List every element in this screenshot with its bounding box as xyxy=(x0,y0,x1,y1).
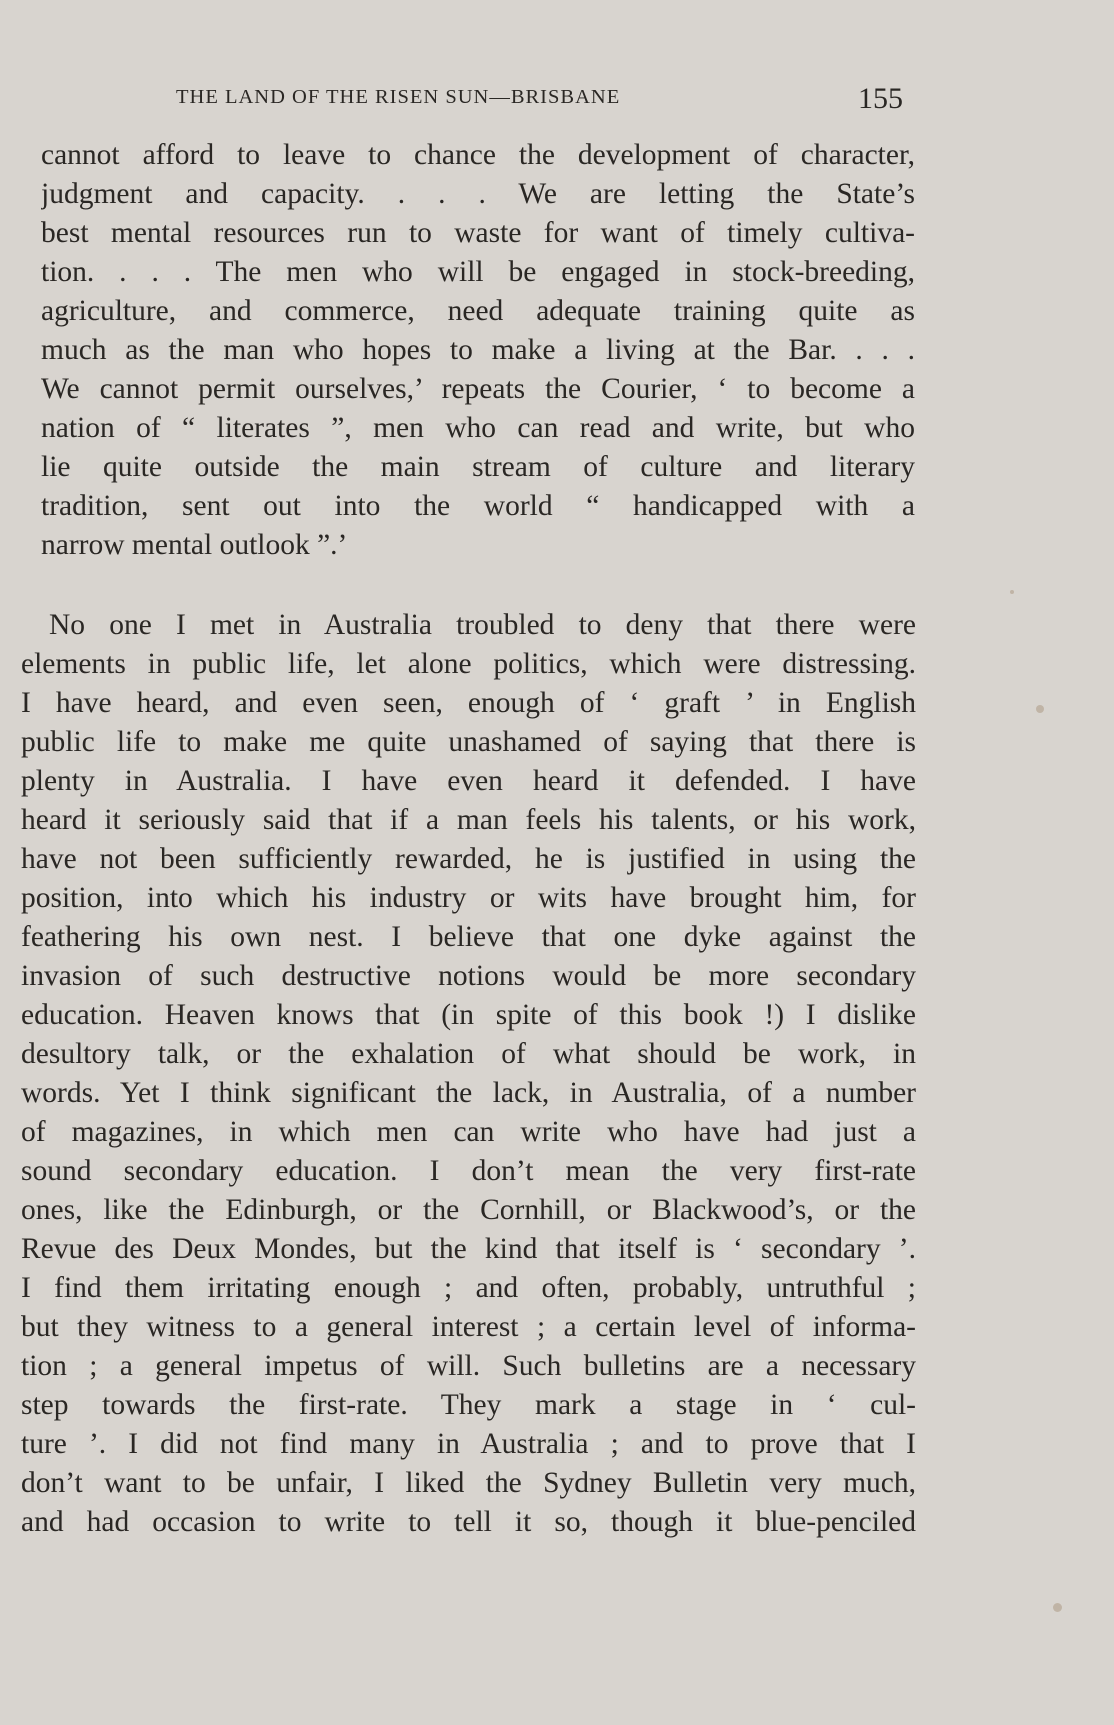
text-line: elements in public life, let alone politics, which were distressing. xyxy=(21,648,916,680)
text-line: lie quite outside the main stream of culture and literary xyxy=(41,451,915,483)
running-title: THE LAND OF THE RISEN SUN—BRISBANE xyxy=(176,86,621,108)
page-number: 155 xyxy=(858,82,903,115)
text-line: best mental resources run to waste for want of timely cultiva- xyxy=(41,217,915,249)
text-line: have not been sufficiently rewarded, he is justified in using the xyxy=(21,843,916,875)
text-line: tion ; a general impetus of will. Such bulletins are a necessary xyxy=(21,1350,916,1382)
text-line: but they witness to a general interest ; a certain level of informa- xyxy=(21,1311,916,1343)
text-line: position, into which his industry or wits have brought him, for xyxy=(21,882,916,914)
paper-spot xyxy=(1010,590,1014,594)
text-line: public life to make me quite unashamed of saying that there is xyxy=(21,726,916,758)
quoted-passage xyxy=(41,136,915,565)
text-line: We cannot permit ourselves,’ repeats the Courier, ‘ to become a xyxy=(41,373,915,405)
text-line: plenty in Australia. I have even heard it defended. I have xyxy=(21,765,916,797)
text-line: sound secondary education. I don’t mean the very first-rate xyxy=(21,1155,916,1187)
text-line: nation of “ literates ”, men who can read and write, but who xyxy=(41,412,915,444)
text-line: Revue des Deux Mondes, but the kind that itself is ‘ secondary ’. xyxy=(21,1233,916,1265)
text-line: step towards the first-rate. They mark a stage in ‘ cul- xyxy=(21,1389,916,1421)
text-line: No one I met in Australia troubled to deny that there were xyxy=(49,609,916,641)
text-line: much as the man who hopes to make a living at the Bar. . . . xyxy=(41,334,915,366)
text-line: education. Heaven knows that (in spite of this book !) I dislike xyxy=(21,999,916,1031)
text-line: I have heard, and even seen, enough of ‘ graft ’ in English xyxy=(21,687,916,719)
paper-spot xyxy=(1053,1603,1062,1612)
text-line: tradition, sent out into the world “ handicapped with a xyxy=(41,490,915,522)
text-line: judgment and capacity. . . . We are letting the State’s xyxy=(41,178,915,210)
body-paragraph xyxy=(21,606,916,1542)
text-line: feathering his own nest. I believe that one dyke against the xyxy=(21,921,916,953)
text-line: invasion of such destructive notions would be more secondary xyxy=(21,960,916,992)
text-line: agriculture, and commerce, need adequate training quite as xyxy=(41,295,915,327)
text-line: I find them irritating enough ; and often, probably, untruthful ; xyxy=(21,1272,916,1304)
text-line: ture ’. I did not find many in Australia ; and to prove that I xyxy=(21,1428,916,1460)
paper-spot xyxy=(1036,705,1044,713)
text-line: and had occasion to write to tell it so, though it blue-penciled xyxy=(21,1506,916,1538)
text-line: words. Yet I think significant the lack, in Australia, of a number xyxy=(21,1077,916,1109)
text-line: heard it seriously said that if a man feels his talents, or his work, xyxy=(21,804,916,836)
text-line: ones, like the Edinburgh, or the Cornhill, or Blackwood’s, or the xyxy=(21,1194,916,1226)
text-line: cannot afford to leave to chance the development of character, xyxy=(41,139,915,171)
text-line: don’t want to be unfair, I liked the Sydney Bulletin very much, xyxy=(21,1467,916,1499)
text-line: of magazines, in which men can write who have had just a xyxy=(21,1116,916,1148)
text-line: tion. . . . The men who will be engaged in stock-breeding, xyxy=(41,256,915,288)
text-line: narrow mental outlook ”.’ xyxy=(41,529,348,561)
text-line: desultory talk, or the exhalation of what should be work, in xyxy=(21,1038,916,1070)
